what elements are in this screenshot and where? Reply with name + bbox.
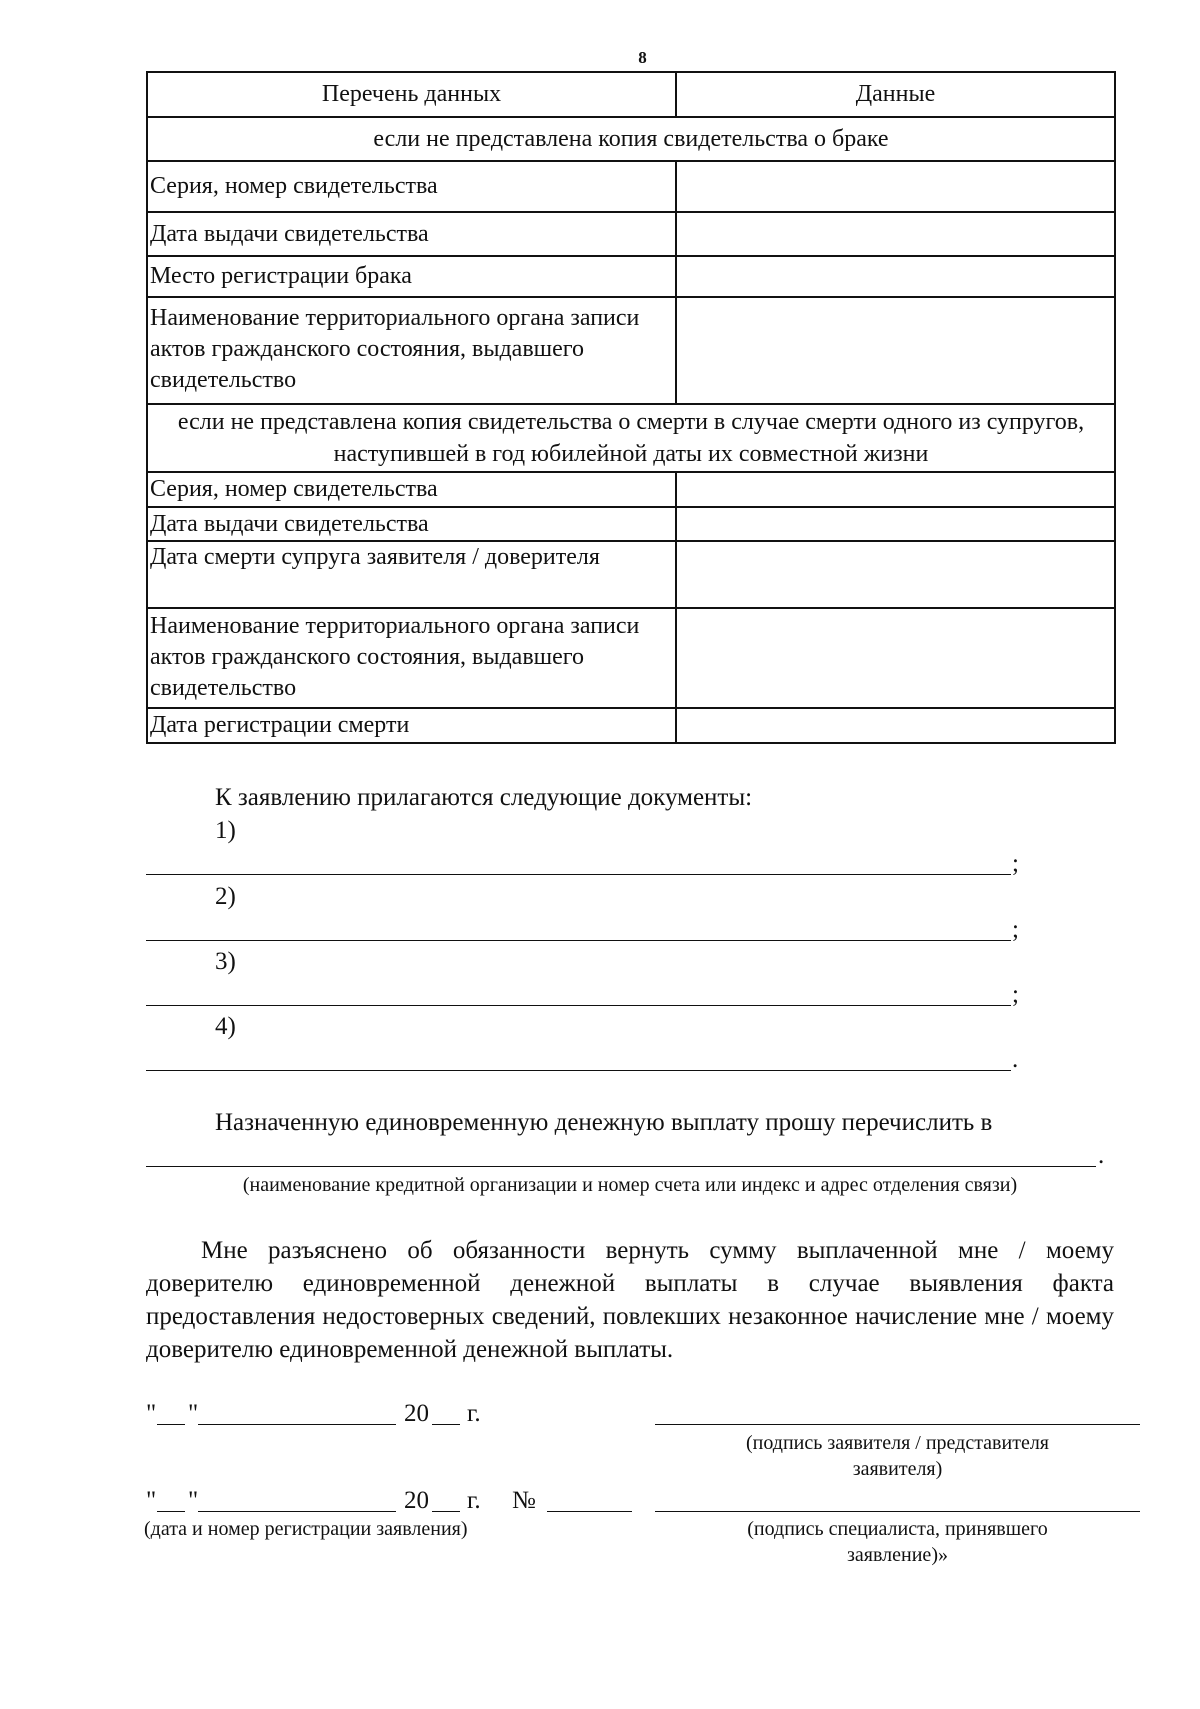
section-title-row xyxy=(147,404,1115,472)
attachment-number: 2) xyxy=(215,883,236,910)
row-label: Серия, номер свидетельства xyxy=(147,161,676,212)
row-label: Наименование территориального органа записи актов гражданского состояния, выдавшего свидетельство xyxy=(147,297,676,404)
attachment-line-3[interactable] xyxy=(146,1005,1011,1006)
row-label: Наименование территориального органа записи актов гражданского состояния, выдавшего свидетельство xyxy=(147,608,676,708)
year-suffix: г. xyxy=(467,1487,481,1514)
notice-paragraph: Мне разъяснено об обязанности вернуть сумму выплаченной мне / моему доверителю единовременной денежной выплаты в случае выявления факта предоставления недостоверных сведений, повлекших незаконное начисление мне / моему доверителю единовременной денежной выплаты. xyxy=(146,1237,1114,1363)
row-value-cell[interactable] xyxy=(676,608,1115,708)
section-title-death: если не представлена копия свидетельства о смерти в случае смерти одного из супругов, наступившей в год юбилейной даты их совместной жизни xyxy=(147,404,1115,472)
date-quote-close: " xyxy=(188,1400,199,1427)
attachment-line-2[interactable] xyxy=(146,940,1011,941)
registration-number-line[interactable] xyxy=(547,1511,632,1512)
section-title-marriage: если не представлена копия свидетельства о браке xyxy=(147,117,1115,161)
attachment-line-1[interactable] xyxy=(146,874,1011,875)
table-row xyxy=(147,708,1115,743)
table-row xyxy=(147,256,1115,297)
attachment-number: 3) xyxy=(215,948,236,975)
payment-text: Назначенную единовременную денежную выплату прошу перечислить в xyxy=(215,1109,993,1136)
applicant-signature-caption: (подпись заявителя / представителя заявителя) xyxy=(745,1432,1050,1480)
row-label: Дата регистрации смерти xyxy=(147,708,676,743)
month-line[interactable] xyxy=(198,1424,396,1425)
attachments-intro: К заявлению прилагаются следующие документы: xyxy=(215,784,753,811)
header-data: Данные xyxy=(676,72,1115,117)
table-row xyxy=(147,507,1115,541)
attachment-end-mark: . xyxy=(1012,1046,1019,1073)
year-line[interactable] xyxy=(432,1511,460,1512)
section-title-row xyxy=(147,117,1115,161)
payment-destination-line[interactable] xyxy=(146,1166,1096,1167)
header-data-list: Перечень данных xyxy=(147,72,676,117)
row-value-cell[interactable] xyxy=(676,708,1115,743)
table-row xyxy=(147,608,1115,708)
table-row xyxy=(147,161,1115,212)
table-row xyxy=(147,541,1115,608)
row-label: Серия, номер свидетельства xyxy=(147,472,676,507)
table-row xyxy=(147,297,1115,404)
data-table xyxy=(146,71,1116,744)
row-label: Место регистрации брака xyxy=(147,256,676,297)
table-row xyxy=(147,472,1115,507)
table-row xyxy=(147,212,1115,256)
row-value-cell[interactable] xyxy=(676,541,1115,608)
attachment-end-mark: ; xyxy=(1012,981,1019,1008)
attachment-number: 1) xyxy=(215,817,236,844)
applicant-signature-line[interactable] xyxy=(655,1424,1140,1425)
date-quote-open: " xyxy=(146,1487,157,1514)
year-suffix: г. xyxy=(467,1400,481,1427)
attachment-line-4[interactable] xyxy=(146,1070,1011,1071)
day-line[interactable] xyxy=(157,1511,185,1512)
payment-end-mark: . xyxy=(1098,1142,1105,1169)
attachment-end-mark: ; xyxy=(1012,916,1019,943)
attachment-end-mark: ; xyxy=(1012,850,1019,877)
payment-caption: (наименование кредитной организации и номер счета или индекс и адрес отделения связи) xyxy=(242,1174,1018,1196)
year-line[interactable] xyxy=(432,1424,460,1425)
row-value-cell[interactable] xyxy=(676,212,1115,256)
date-quote-close: " xyxy=(188,1487,199,1514)
specialist-signature-line[interactable] xyxy=(655,1511,1140,1512)
number-sign: № xyxy=(512,1487,536,1514)
registration-caption: (дата и номер регистрации заявления) xyxy=(144,1518,468,1540)
specialist-signature-caption: (подпись специалиста, принявшего заявление)» xyxy=(747,1518,1048,1566)
table-header-row xyxy=(147,72,1115,117)
row-value-cell[interactable] xyxy=(676,161,1115,212)
page-number: 8 xyxy=(638,48,647,67)
row-label: Дата выдачи свидетельства xyxy=(147,212,676,256)
row-label: Дата выдачи свидетельства xyxy=(147,507,676,541)
row-value-cell[interactable] xyxy=(676,297,1115,404)
row-value-cell[interactable] xyxy=(676,507,1115,541)
date-quote-open: " xyxy=(146,1400,157,1427)
attachment-number: 4) xyxy=(215,1013,236,1040)
year-prefix: 20 xyxy=(404,1400,429,1427)
row-label: Дата смерти супруга заявителя / доверителя xyxy=(147,541,676,608)
year-prefix: 20 xyxy=(404,1487,429,1514)
day-line[interactable] xyxy=(157,1424,185,1425)
month-line[interactable] xyxy=(198,1511,396,1512)
row-value-cell[interactable] xyxy=(676,472,1115,507)
row-value-cell[interactable] xyxy=(676,256,1115,297)
